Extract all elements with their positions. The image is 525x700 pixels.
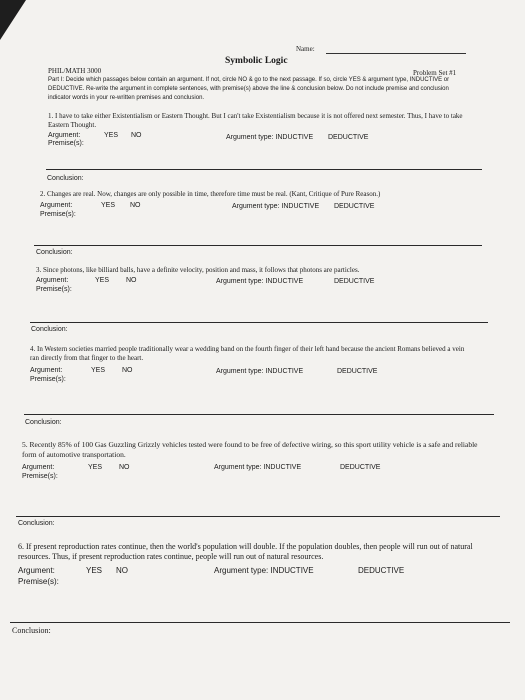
q6-no-option[interactable]: NO (116, 566, 128, 575)
q1-yes-option[interactable]: YES (104, 132, 119, 139)
q3-divider (30, 322, 488, 323)
q3-argument-type-inductive[interactable]: Argument type: INDUCTIVE (216, 278, 304, 285)
q5-deductive-option[interactable]: DEDUCTIVE (340, 464, 381, 471)
q4-yes-option[interactable]: YES (91, 367, 106, 374)
q3-yes-option[interactable]: YES (95, 277, 110, 284)
q4-conclusion-label: Conclusion: (25, 419, 62, 426)
q5-argument-type-inductive[interactable]: Argument type: INDUCTIVE (214, 464, 302, 471)
q5-argument-label: Argument: (22, 464, 55, 471)
q4-argument-type-inductive[interactable]: Argument type: INDUCTIVE (216, 368, 304, 375)
q1-argument-label: Argument: (48, 132, 81, 139)
question-5-text: 5. Recently 85% of 100 Gas Guzzling Grizzly vehicles tested were found to be free of defective wiring, so this sport utility vehicle is a safe and reliable form of automotive transportation. (22, 440, 478, 459)
q3-argument-label: Argument: (36, 277, 69, 284)
question-4-text: 4. In Western societies married people traditionally wear a wedding band on the fourth finger of their left hand because the ancient Romans believed a vein ran directly from that finger to the heart. (30, 345, 465, 363)
q4-no-option[interactable]: NO (122, 367, 133, 374)
q3-premises-label: Premise(s): (36, 286, 72, 293)
q6-conclusion-label: Conclusion: (12, 626, 51, 635)
q1-no-option[interactable]: NO (131, 132, 142, 139)
q5-no-option[interactable]: NO (119, 464, 130, 471)
q4-divider (24, 414, 494, 415)
name-field-line[interactable] (326, 53, 466, 54)
q4-argument-label: Argument: (30, 367, 63, 374)
page-corner-shadow (0, 0, 26, 40)
question-6-text: 6. If present reproduction rates continue, then the world's population will double. If the population doubles, then people will run out of natural resources. Thus, if present reproduction rates continue, people will run out of natural resources. (18, 542, 473, 562)
q6-argument-type-inductive[interactable]: Argument type: INDUCTIVE (214, 566, 314, 575)
question-1-text: 1. I have to take either Existentialism or Eastern Thought. But I can't take Existentialism because it is not offered next semester. Thus, I have to take Eastern Thought. (48, 112, 463, 130)
q6-premises-label: Premise(s): (18, 577, 59, 586)
instructions: Part I: Decide which passages below contain an argument. If not, circle NO & go to the next passage. If so, circle YES & argument type, INDUCTIVE or DEDUCTIVE. Re-write the argument in complete sentences, with premise(s) above the line & conclusion below. Do not include premise and conclusion indicator words in your re-written premises and conclusion. (48, 77, 450, 101)
q3-no-option[interactable]: NO (126, 277, 137, 284)
q4-premises-label: Premise(s): (30, 376, 66, 383)
q6-divider (10, 622, 510, 623)
q5-premises-label: Premise(s): (22, 473, 58, 480)
q1-divider (46, 169, 482, 170)
q2-divider (34, 245, 482, 246)
q1-conclusion-label: Conclusion: (47, 175, 84, 182)
q2-no-option[interactable]: NO (130, 202, 141, 209)
q2-yes-option[interactable]: YES (101, 202, 116, 209)
q2-deductive-option[interactable]: DEDUCTIVE (334, 203, 375, 210)
q2-premises-label: Premise(s): (40, 211, 76, 218)
q6-argument-label: Argument: (18, 566, 55, 575)
q3-conclusion-label: Conclusion: (31, 326, 68, 333)
q6-yes-option[interactable]: YES (86, 566, 103, 575)
name-label: Name: (296, 45, 315, 53)
course-code: PHIL/MATH 3000 (48, 67, 102, 75)
problem-set-label: Problem Set #1 (413, 69, 457, 77)
q2-argument-label: Argument: (40, 202, 73, 209)
q4-deductive-option[interactable]: DEDUCTIVE (337, 368, 378, 375)
q5-conclusion-label: Conclusion: (18, 520, 55, 527)
q5-yes-option[interactable]: YES (88, 464, 103, 471)
q6-deductive-option[interactable]: DEDUCTIVE (358, 566, 405, 575)
worksheet-title: Symbolic Logic (225, 56, 288, 66)
q5-divider (16, 516, 500, 517)
question-3-text: 3. Since photons, like billiard balls, have a definite velocity, position and mass, it follows that photons are particles. (36, 266, 360, 274)
q1-premises-label: Premise(s): (48, 140, 84, 147)
q2-argument-type-inductive[interactable]: Argument type: INDUCTIVE (232, 203, 320, 210)
q2-conclusion-label: Conclusion: (36, 249, 73, 256)
q1-deductive-option[interactable]: DEDUCTIVE (328, 134, 369, 141)
q1-argument-type-inductive[interactable]: Argument type: INDUCTIVE (226, 134, 314, 141)
question-2-text: 2. Changes are real. Now, changes are only possible in time, therefore time must be real. (Kant, Critique of Pure Reason.) (40, 190, 381, 198)
q3-deductive-option[interactable]: DEDUCTIVE (334, 278, 375, 285)
